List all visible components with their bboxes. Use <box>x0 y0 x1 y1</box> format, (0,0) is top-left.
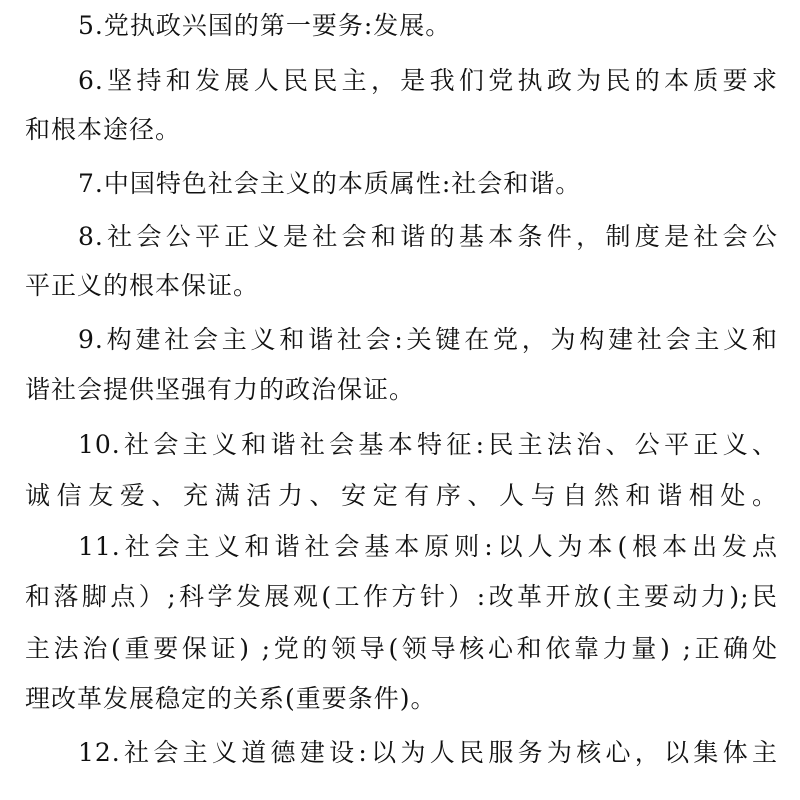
text-line: 平正义的根本保证。 <box>25 271 260 300</box>
text-line: 主法治(重要保证) ;党的领导(领导核心和依靠力量) ;正确处 <box>25 634 778 663</box>
text-line: 6.坚持和发展人民民主，是我们党执政为民的本质要求 <box>78 66 778 95</box>
text-line: 11.社会主义和谐社会基本原则:以人为本(根本出发点 <box>78 532 778 561</box>
text-line: 理改革发展稳定的关系(重要条件)。 <box>25 684 437 713</box>
text-line: 和落脚点）;科学发展观(工作方针）:改革开放(主要动力);民 <box>25 582 778 611</box>
text-line: 10.社会主义和谐社会基本特征:民主法治、公平正义、 <box>78 430 778 459</box>
text-line: 和根本途径。 <box>25 115 182 144</box>
text-line: 7.中国特色社会主义的本质属性:社会和谐。 <box>78 169 582 198</box>
text-line: 12.社会主义道德建设:以为人民服务为核心，以集体主 <box>78 738 778 767</box>
text-line: 9.构建社会主义和谐社会:关键在党，为构建社会主义和 <box>78 325 778 354</box>
text-line: 谐社会提供坚强有力的政治保证。 <box>25 375 416 404</box>
text-line: 8.社会公平正义是社会和谐的基本条件，制度是社会公 <box>78 222 778 251</box>
text-line: 诚信友爱、充满活力、安定有序、人与自然和谐相处。 <box>25 481 778 510</box>
text-line: 5.党执政兴国的第一要务:发展。 <box>78 11 452 40</box>
